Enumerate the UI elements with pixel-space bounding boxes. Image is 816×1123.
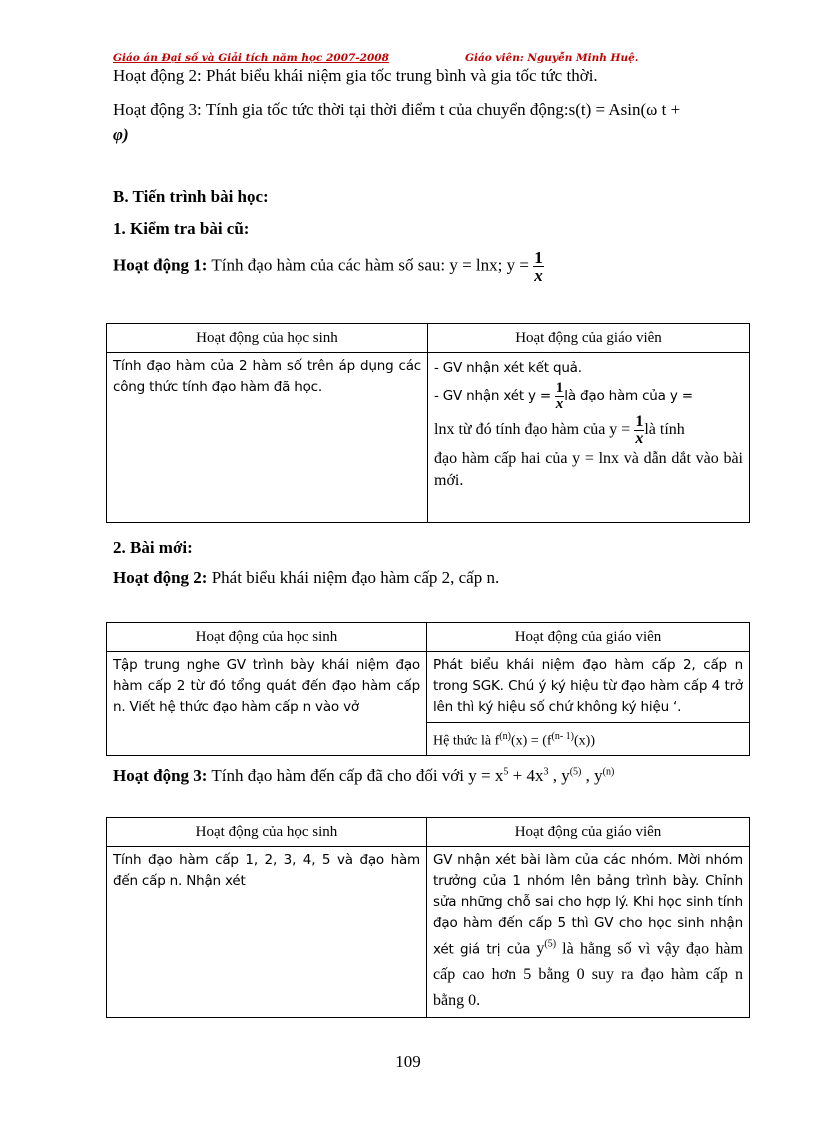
activity-3-formula: $y = x^5 + 4x^3$ , $y^{(5)}$ , $y^{(n)}$ (468, 766, 615, 785)
col-student: Hoạt động của học sinh (107, 818, 427, 847)
col-teacher: Hoạt động của giáo viên (427, 623, 750, 652)
teacher-cell: GV nhận xét bài làm của các nhóm. Mời nhóm trưởng của 1 nhóm lên bảng trình bày. Chỉnh sửa những chỗ sai cho hợp lý. Khi học sinh tính đạo hàm đến cấp 5 thì GV cho học sinh nhận xét giá trị của $y^{(5)}$ là hằng số vì vậy đạo hàm cấp cao hơn 5 bằng 0 suy ra đạo hàm cấp n bằng 0. (427, 847, 750, 1018)
intro-hd3-line1: Hoạt động 3: Tính gia tốc tức thời tại thời điểm t của chuyển động:s(t) = Asin(ω t + (113, 100, 681, 119)
page-number: 109 (395, 1052, 421, 1071)
table-activity-1 (106, 323, 750, 523)
activity-1 (113, 249, 544, 284)
intro-hd3-line2: φ) (113, 125, 129, 144)
student-cell: Tính đạo hàm của 2 hàm số trên áp dụng các công thức tính đạo hàm đã học. (107, 353, 428, 523)
table-activity-3 (106, 817, 750, 1018)
activity-1-text: Tính đạo hàm của các hàm số sau: y = lnx; y = (211, 255, 529, 275)
student-cell: Tính đạo hàm cấp 1, 2, 3, 4, 5 và đạo hàm đến cấp n. Nhận xét (107, 847, 427, 1018)
section-b-title: B. Tiến trình bài học: (113, 187, 269, 206)
col-student: Hoạt động của học sinh (107, 623, 427, 652)
activity-1-label: Hoạt động 1: (113, 255, 208, 275)
col-student: Hoạt động của học sinh (107, 324, 428, 353)
student-cell: Tập trung nghe GV trình bày khái niệm đạo hàm cấp 2 từ đó tổng quát đến đạo hàm cấp n. Viết hệ thức đạo hàm cấp n vào vở (107, 652, 427, 756)
section-2-title: 2. Bài mới: (113, 538, 193, 557)
fraction-1-over-x: $\frac{1}{x}$ (534, 248, 543, 285)
fraction-1-over-x: $\frac{1}{x}$ (635, 412, 644, 447)
page-header (113, 52, 713, 66)
header-right: Giáo viên: Nguyễn Minh Huệ. (465, 52, 639, 64)
col-teacher: Hoạt động của giáo viên (427, 818, 750, 847)
activity-2: Hoạt động 2: Phát biểu khái niệm đạo hàm cấp 2, cấp n. (113, 568, 500, 587)
activity-3: Hoạt động 3: Tính đạo hàm đến cấp đã cho đối với $y = x^5 + 4x^3$ , $y^{(5)}$ , $y^{(n)}$ (113, 766, 615, 785)
formula-row: Hệ thức là $f^{(n)}(x) = (f^{(n- 1)}(x))$ (427, 722, 749, 755)
section-1-title: 1. Kiểm tra bài cũ: (113, 219, 250, 238)
intro-hd2: Hoạt động 2: Phát biểu khái niệm gia tốc trung bình và gia tốc tức thời. (113, 66, 598, 85)
col-teacher: Hoạt động của giáo viên (428, 324, 750, 353)
header-left: Giáo án Đại số và Giải tích năm học 2007-2008 (113, 52, 389, 64)
teacher-cell: - GV nhận xét kết quả. - GV nhận xét y = $\frac{1}{x}$ là đạo hàm của y = lnx từ đó tính đạo hàm của y = $\frac{1}{x}$ là tính đạo hàm cấp hai của y = lnx và dẫn dắt vào bài mới. (428, 353, 750, 523)
fraction-1-over-x: $\frac{1}{x}$ (555, 380, 564, 413)
table-activity-2 (106, 622, 750, 756)
teacher-cell: Phát biểu khái niệm đạo hàm cấp 2, cấp n trong SGK. Chú ý ký hiệu từ đạo hàm cấp 4 trở lên thì ký hiệu số chứ không ký hiệu ‘. Hệ thức là $f^{(n)}(x) = (f^{(n- 1)}(x))$ (427, 652, 750, 756)
